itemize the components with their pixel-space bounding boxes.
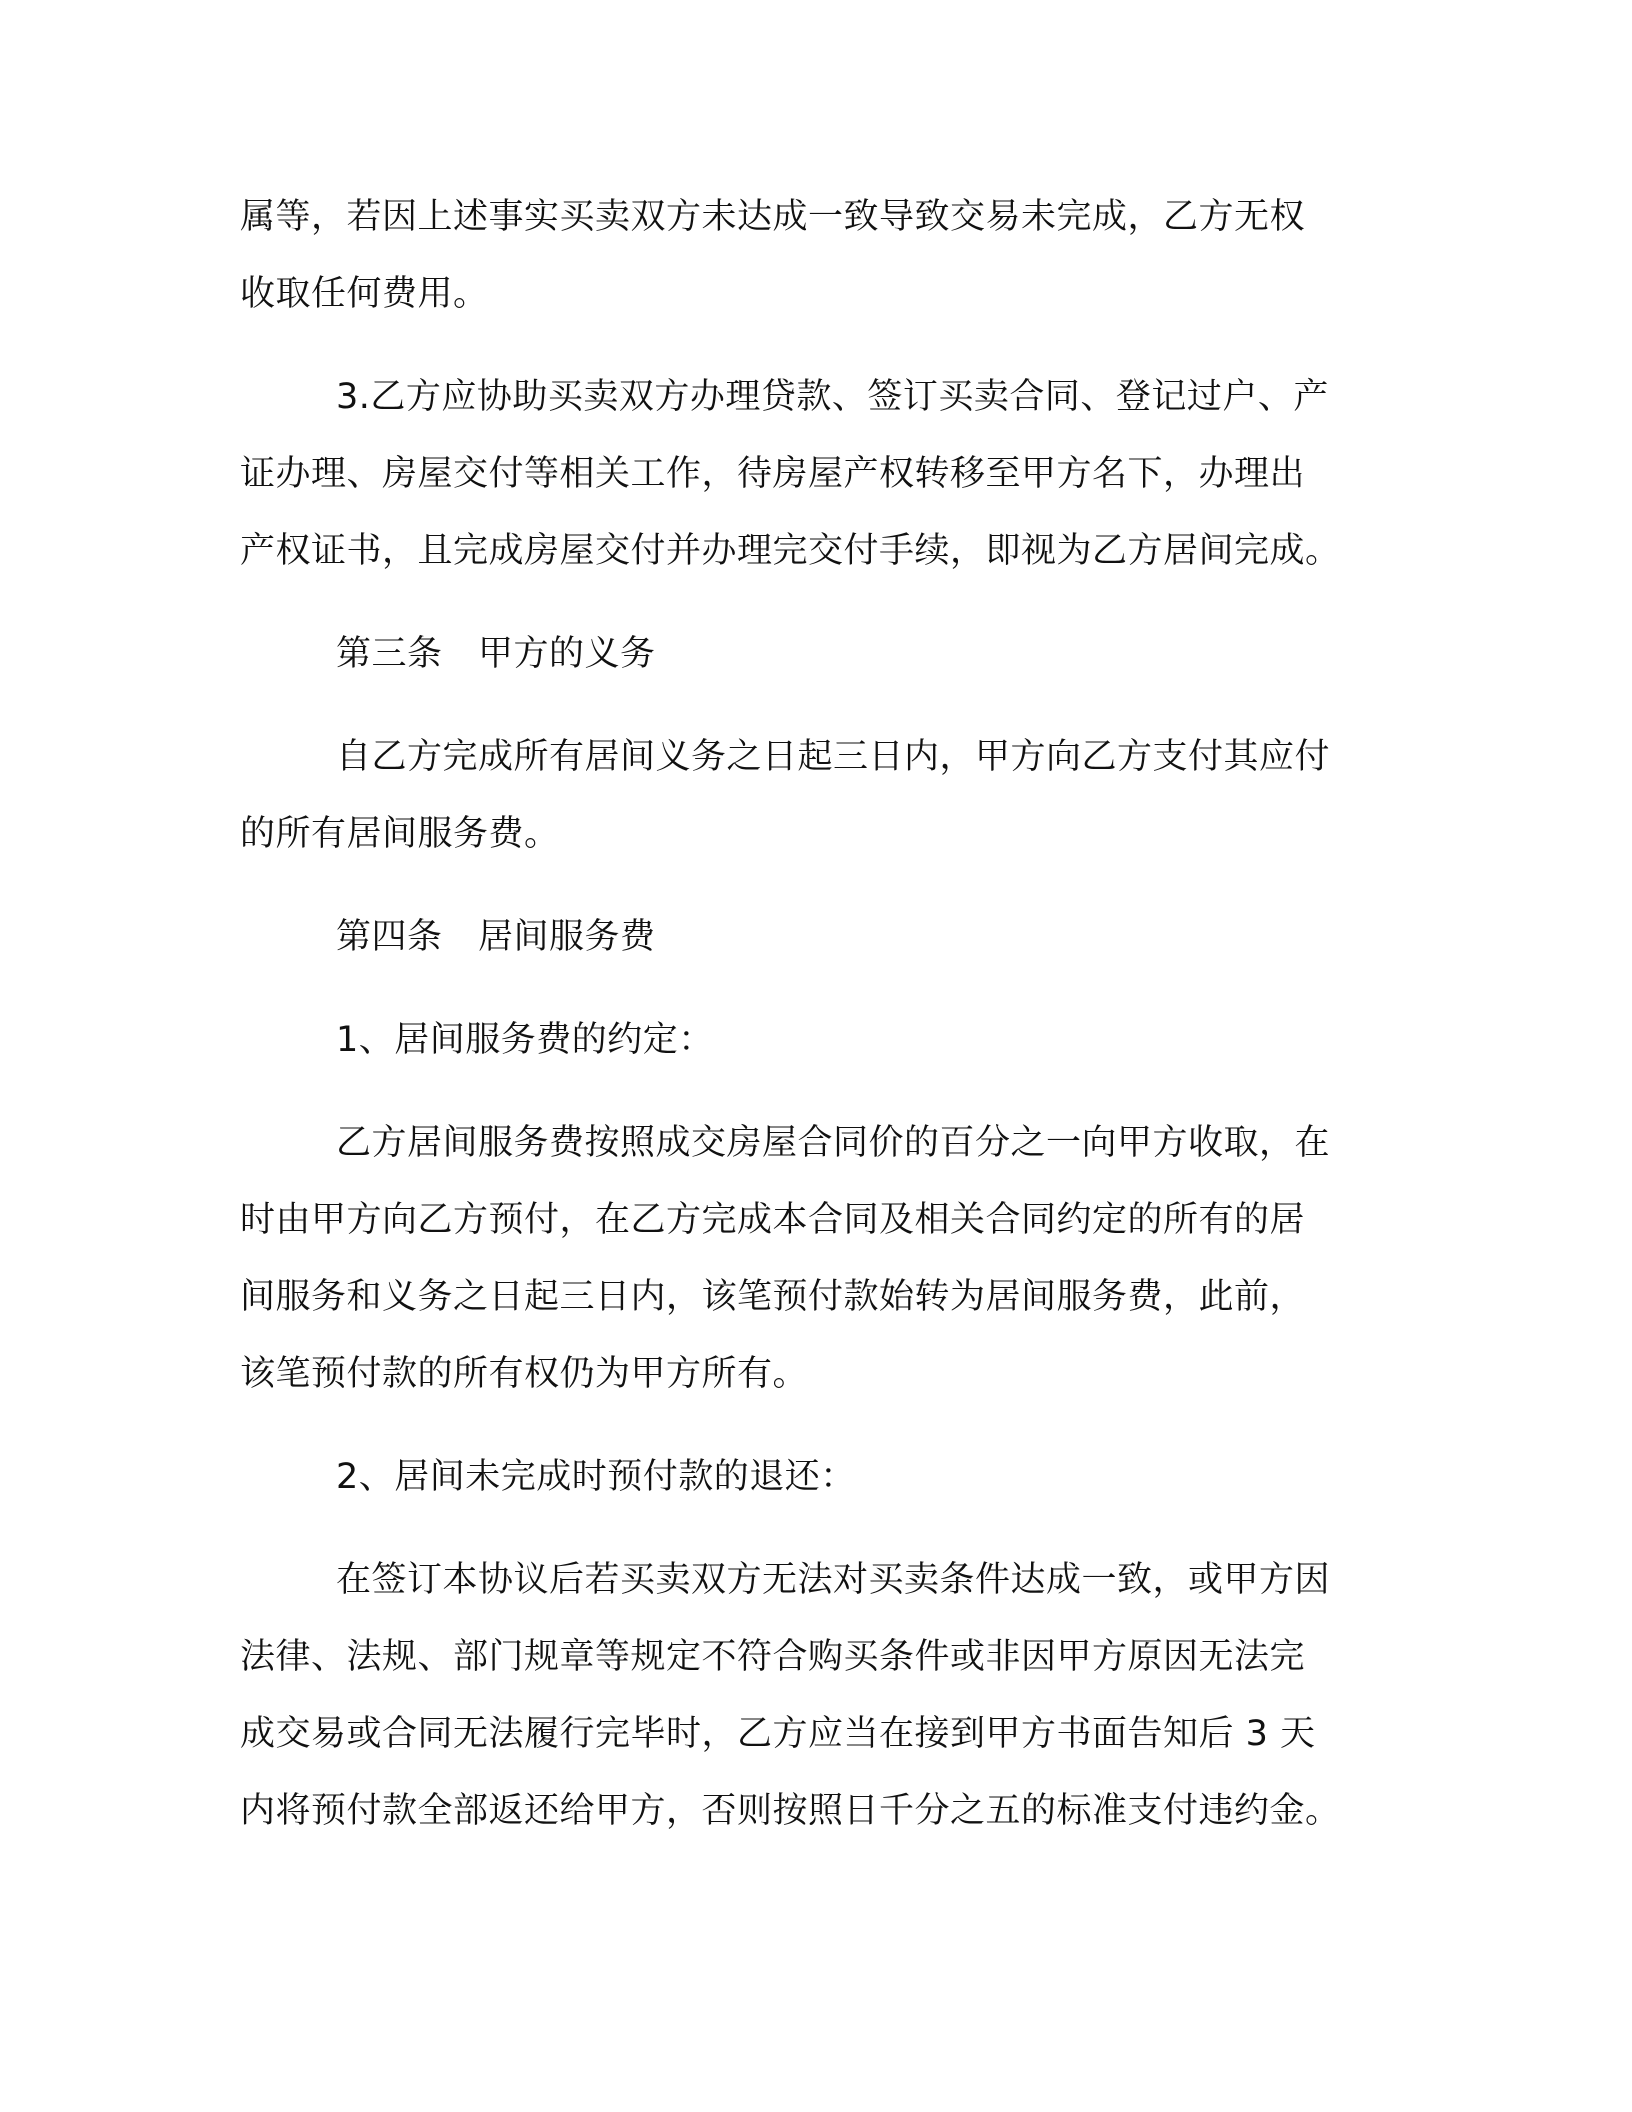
text-line: 属等，若因上述事实买卖双方未达成一致导致交易未完成，乙方无权 — [240, 197, 1306, 237]
text-line: 收取任何费用。 — [240, 274, 489, 314]
text-line: 自乙方完成所有居间义务之日起三日内，甲方向乙方支付其应付 — [336, 737, 1331, 777]
text-line: 间服务和义务之日起三日内，该笔预付款始转为居间服务费，此前， — [240, 1277, 1306, 1317]
text-line: 法律、法规、部门规章等规定不符合购买条件或非因甲方原因无法完 — [240, 1637, 1306, 1677]
text-line: 该笔预付款的所有权仍为甲方所有。 — [240, 1354, 809, 1394]
section-heading-article-4: 第四条 居间服务费 — [336, 917, 656, 957]
text-line: 乙方居间服务费按照成交房屋合同价的百分之一向甲方收取，在 — [336, 1123, 1331, 1163]
subsection-heading: 1、居间服务费的约定： — [336, 1020, 714, 1060]
text-line: 产权证书，且完成房屋交付并办理完交付手续，即视为乙方居间完成。 — [240, 531, 1341, 571]
subsection-heading: 2、居间未完成时预付款的退还： — [336, 1457, 856, 1497]
text-line: 在签订本协议后若买卖双方无法对买卖条件达成一致，或甲方因 — [336, 1560, 1331, 1600]
text-line: 的所有居间服务费。 — [240, 814, 560, 854]
text-line: 证办理、房屋交付等相关工作，待房屋产权转移至甲方名下，办理出 — [240, 454, 1306, 494]
text-line: 时由甲方向乙方预付，在乙方完成本合同及相关合同约定的所有的居 — [240, 1200, 1306, 1240]
paragraph-3-line: 3.乙方应协助买卖双方办理贷款、签订买卖合同、登记过户、产 — [336, 377, 1329, 417]
text-line: 成交易或合同无法履行完毕时，乙方应当在接到甲方书面告知后 3 天 — [240, 1714, 1316, 1754]
section-heading-article-3: 第三条 甲方的义务 — [336, 634, 656, 674]
text-line: 内将预付款全部返还给甲方，否则按照日千分之五的标准支付违约金。 — [240, 1791, 1341, 1831]
